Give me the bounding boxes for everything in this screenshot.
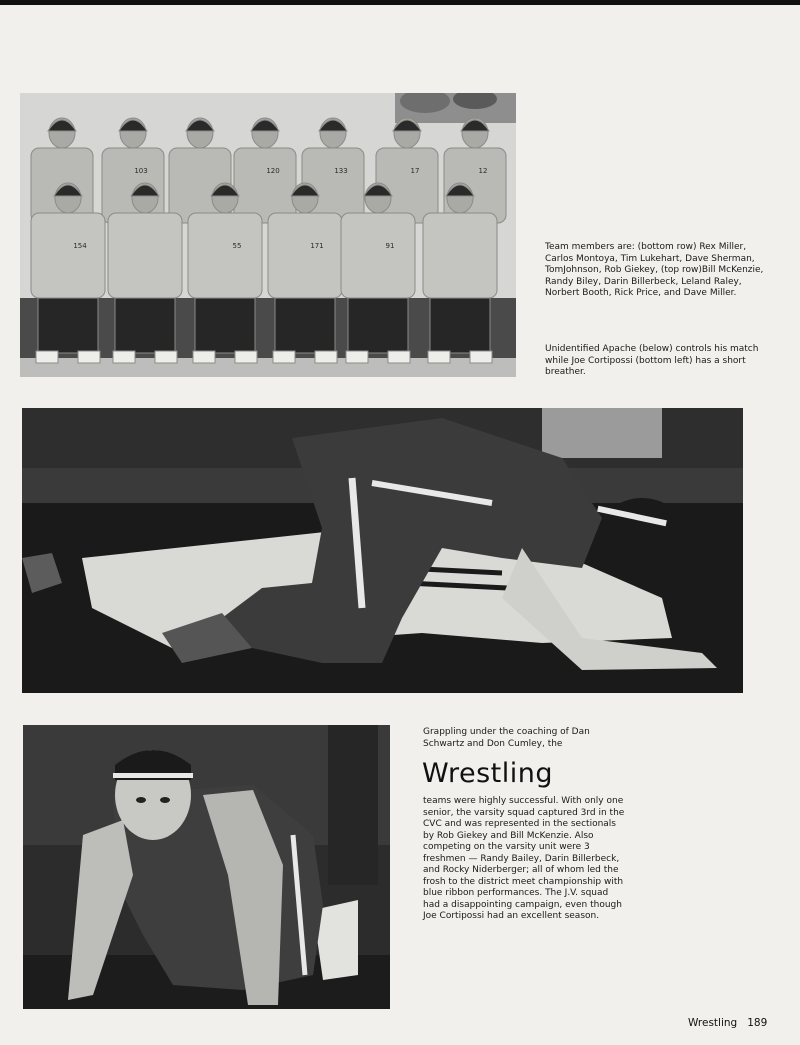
team-photo-image <box>20 93 516 377</box>
jersey-number-top-5: 133 <box>334 167 348 175</box>
shoe-left-1 <box>36 351 58 363</box>
team-member-legs-3 <box>195 298 255 353</box>
top-rule <box>0 0 800 5</box>
shoe-left-3 <box>193 351 215 363</box>
jersey-number-top-7: 12 <box>478 167 488 175</box>
jersey-number-top-6: 17 <box>410 167 420 175</box>
shoe-left-6 <box>428 351 450 363</box>
page-footer <box>688 1017 767 1029</box>
shoe-right-3 <box>235 351 257 363</box>
footer-section: Wrestling <box>688 1017 738 1029</box>
jersey-number-bottom-1: 154 <box>73 242 87 250</box>
team-member-legs-4 <box>275 298 335 353</box>
team-member-legs-5 <box>348 298 408 353</box>
shoe-right-4 <box>315 351 337 363</box>
match-photo-image <box>22 408 743 693</box>
match-photo <box>22 408 743 693</box>
page-number: 189 <box>747 1017 768 1029</box>
cortipossi-photo-image <box>23 725 390 1009</box>
team-member-legs-6 <box>430 298 490 353</box>
jersey-number-bottom-5: 91 <box>385 242 395 250</box>
shoe-right-5 <box>388 351 410 363</box>
shoe-left-5 <box>346 351 368 363</box>
jersey-number-top-2: 103 <box>134 167 148 175</box>
team-member-legs-1 <box>38 298 98 353</box>
team-photo <box>20 93 516 377</box>
shoe-right-1 <box>78 351 100 363</box>
cortipossi-photo <box>23 725 390 1009</box>
team-caption: Team members are: (bottom row) Rex Miller, Carlos Montoya, Tim Lukehart, Dave Sherman, TomJohnson, Rob Giekey, (top row)Bill McKenzie, Randy Biley, Darin Billerbeck, Leland Raley, Norbert Booth, Rick Price, and Dave Miller. <box>545 242 764 298</box>
shoe-right-2 <box>155 351 177 363</box>
jersey-number-bottom-4: 171 <box>310 242 324 250</box>
shoe-right-6 <box>470 351 492 363</box>
shoe-left-4 <box>273 351 295 363</box>
team-member-legs-2 <box>115 298 175 353</box>
story-title: Wrestling <box>422 758 554 789</box>
shoe-left-2 <box>113 351 135 363</box>
story-body: teams were highly successful. With only one senior, the varsity squad captured 3rd in the CVC and was represented in the sectionals by Rob Giekey and Bill McKenzie. Also competing on the varsity unit were 3 freshmen — Randy Bailey, Darin Billerbeck, and Rocky Niderberger; all of whom led the frosh to the district meet championship with blue ribbon performances. The J.V. squad had a disappointing campaign, even though Joe Cortipossi had an excellent season. <box>423 796 625 921</box>
jersey-number-bottom-3: 55 <box>232 242 242 250</box>
story-lead: Grappling under the coaching of Dan Schwartz and Don Cumley, the <box>423 727 590 749</box>
jersey-number-top-4: 120 <box>266 167 280 175</box>
apache-caption: Unidentified Apache (below) controls his match while Joe Cortipossi (bottom left) has a short breather. <box>545 344 759 377</box>
